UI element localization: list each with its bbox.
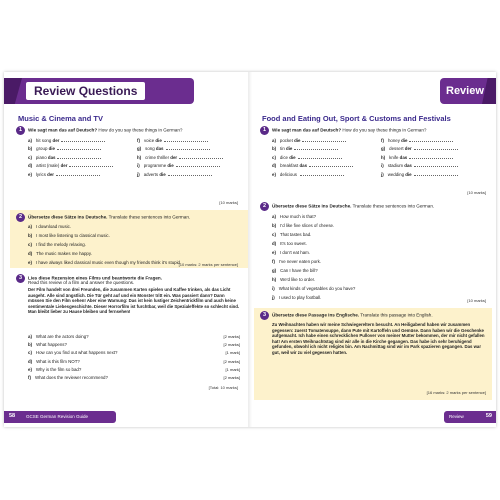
list-item bbox=[28, 342, 240, 350]
item-text: What is this film NOT? bbox=[36, 358, 80, 364]
vocab-item bbox=[381, 138, 484, 143]
header-wedge bbox=[4, 78, 22, 104]
item-text: lyrics bbox=[35, 171, 46, 177]
right-page bbox=[250, 72, 496, 427]
article: die bbox=[401, 138, 408, 143]
list-item bbox=[272, 241, 484, 250]
item-text: What does the reviewer recommend? bbox=[34, 374, 108, 380]
item-letter: i) bbox=[381, 163, 384, 169]
vocab-item bbox=[137, 146, 240, 151]
page-title: Review bbox=[446, 85, 484, 97]
item-text: I most like listening to classical music. bbox=[36, 233, 110, 238]
list-item bbox=[272, 223, 484, 232]
item-letter: a) bbox=[28, 224, 32, 229]
item-text: wedding bbox=[387, 171, 405, 177]
question-number: 1 bbox=[260, 126, 269, 135]
question-number: 2 bbox=[260, 202, 269, 211]
item-text: How can you find out what happens next? bbox=[35, 350, 118, 356]
vocab-item bbox=[137, 163, 240, 168]
item-text: stadium bbox=[387, 163, 404, 169]
review-passage: Der Film handelt von drei Freunden, die zusammen Karten spielen und Kaffee trinken, als das Licht ausgeht. Alle sind ängstlich. Die Tür geht auf und ein Monster tritt ein. Was passiert dann? Dann müssen Sie den Film sehen! Aber eine Warnung: Das ist kein lustiger Zeichentrickfilm und auch keine sentimentale Liebesgeschichte. Dieser Horrorfilm ist furchtbar, weil die Spezialeffekte so schlecht sind. Man bleibt lieber zu Hause bleiben und fernsehen! bbox=[28, 287, 240, 315]
item-letter: g) bbox=[137, 146, 142, 152]
item-letter: a) bbox=[272, 138, 276, 143]
header-wedge bbox=[482, 78, 496, 104]
list-item bbox=[272, 232, 484, 241]
article: die bbox=[159, 171, 166, 177]
answer-line[interactable] bbox=[414, 173, 458, 176]
item-letter: h) bbox=[137, 154, 142, 160]
answer-line[interactable] bbox=[179, 156, 223, 159]
item-letter: g) bbox=[381, 146, 386, 152]
item-letter: e) bbox=[272, 171, 276, 177]
question-3-prompt: 3 Übersetze diese Passage ins Englische. Translate this passage into English. bbox=[260, 311, 433, 320]
item-text: I have always liked classical music even though my friends think it's stupid. bbox=[35, 260, 182, 265]
item-letter: c) bbox=[28, 350, 32, 356]
left-header-bar bbox=[4, 78, 194, 104]
question-3-prompt: 3 Lies diese Rezension eines Films und beantworte die Fragen. bbox=[16, 274, 162, 283]
vocab-item bbox=[272, 138, 375, 143]
item-text: Can I have the bill? bbox=[280, 268, 318, 273]
item-text: That tastes bad. bbox=[279, 232, 312, 237]
left-page bbox=[4, 72, 250, 427]
question-number: 2 bbox=[16, 213, 25, 222]
vocab-item bbox=[28, 146, 131, 151]
answer-line[interactable] bbox=[294, 147, 338, 150]
item-text: programme bbox=[143, 163, 167, 169]
vocab-item bbox=[381, 172, 484, 177]
footer-text: Review bbox=[449, 414, 464, 419]
list-item bbox=[272, 286, 484, 295]
item-letter: b) bbox=[28, 146, 33, 152]
article: das bbox=[399, 154, 408, 160]
item-text: We'd like to order. bbox=[280, 277, 316, 282]
item-letter: d) bbox=[28, 163, 33, 169]
item-letter: h) bbox=[272, 277, 277, 282]
vocab-item bbox=[28, 172, 131, 177]
item-letter: h) bbox=[381, 154, 386, 160]
article: der bbox=[170, 154, 178, 160]
book-spread bbox=[4, 72, 496, 427]
list-item bbox=[28, 350, 240, 358]
answer-line[interactable] bbox=[69, 164, 113, 167]
item-text: I've never eaten pork. bbox=[278, 259, 322, 264]
list-item bbox=[272, 295, 484, 304]
item-text: artist (male) bbox=[36, 163, 60, 169]
right-footer bbox=[444, 411, 496, 423]
item-marks: [2 marks] bbox=[223, 374, 240, 380]
item-text: I download music. bbox=[35, 224, 72, 229]
vocab-item bbox=[28, 155, 131, 160]
marks: [Total: 10 marks] bbox=[208, 385, 238, 390]
translation-list bbox=[272, 214, 484, 304]
marks: [10 marks: 2 marks per sentence] bbox=[178, 262, 238, 267]
article: die bbox=[405, 171, 412, 177]
item-text: I used to play football. bbox=[278, 295, 322, 300]
answer-line[interactable] bbox=[414, 164, 458, 167]
page-number: 58 bbox=[9, 413, 16, 419]
answer-line[interactable] bbox=[166, 147, 210, 150]
item-letter: g) bbox=[272, 268, 277, 273]
vocab-item bbox=[272, 172, 375, 177]
translation-passage: Zu Weihnachten haben wir meine Schwiegereltern besucht. An Heiligabend haben wir zusammen gegessen: zuerst Tomatensuppe, dann Pute mit Kartoffeln und Gemüse. Dann haben wir die Geschenke aufgemacht. Ich habe einen schrecklichen Pullover von meiner Mutter bekommen, der mir nicht gefallen hat! Am ersten Weihnachtstag sind wir alle in die Kirche gegangen. Das habe ich sehr beruhigend gefunden, obwohl ich nicht religiös bin. Am Nachmittag sind wir im Park spazieren gegangen. Das war gut, weil wir zu viel gegessen hatten. bbox=[272, 322, 485, 355]
answer-line[interactable] bbox=[409, 156, 453, 159]
item-letter: e) bbox=[28, 366, 32, 372]
question-2-prompt: 2 Übersetze diese Sätze ins Deutsche. Translate these sentences into German. bbox=[260, 202, 434, 211]
item-letter: f) bbox=[137, 138, 140, 143]
item-text: crime thriller bbox=[145, 154, 170, 160]
item-text: hit song bbox=[35, 138, 52, 143]
marks: [10 marks] bbox=[219, 200, 238, 205]
book-gutter bbox=[248, 72, 252, 427]
vocab-item bbox=[272, 163, 375, 168]
list-item bbox=[272, 214, 484, 223]
item-text: dessert bbox=[389, 146, 404, 152]
item-text: dice bbox=[279, 154, 288, 160]
list-item bbox=[272, 250, 484, 259]
item-letter: e) bbox=[272, 250, 276, 255]
article: die bbox=[48, 146, 55, 152]
item-letter: j) bbox=[381, 171, 384, 177]
item-text: I'd like five slices of cheese. bbox=[280, 223, 335, 228]
item-letter: a) bbox=[272, 214, 276, 219]
answer-line[interactable] bbox=[164, 139, 208, 142]
section-title: Music & Cinema and TV bbox=[18, 114, 104, 123]
item-letter: d) bbox=[272, 241, 277, 246]
item-text: group bbox=[36, 146, 48, 152]
question-1-prompt: 1 Wie sagt man das auf Deutsch? How do you say these things in German? bbox=[16, 126, 182, 135]
item-text: The music makes me happy. bbox=[36, 251, 92, 256]
answer-line[interactable] bbox=[309, 164, 353, 167]
page-number: 59 bbox=[485, 413, 492, 419]
item-text: What are the actors doing? bbox=[35, 334, 89, 339]
item-text: pocket bbox=[279, 138, 293, 143]
vocab-item bbox=[381, 155, 484, 160]
item-letter: c) bbox=[272, 154, 276, 160]
item-marks: [2 marks] bbox=[223, 334, 240, 339]
item-letter: b) bbox=[28, 233, 33, 238]
answer-line[interactable] bbox=[300, 173, 344, 176]
item-letter: j) bbox=[272, 295, 275, 300]
item-text: It's too sweet. bbox=[280, 241, 307, 246]
item-letter: e) bbox=[28, 171, 32, 177]
answer-line[interactable] bbox=[57, 147, 101, 150]
vocab-item bbox=[137, 155, 240, 160]
vocab-item bbox=[137, 138, 240, 143]
item-letter: d) bbox=[272, 163, 277, 169]
answer-line[interactable] bbox=[298, 156, 342, 159]
list-item bbox=[28, 375, 240, 383]
answer-line[interactable] bbox=[57, 156, 101, 159]
item-letter: i) bbox=[137, 163, 140, 169]
item-letter: f) bbox=[272, 259, 275, 264]
vocab-item bbox=[28, 138, 131, 143]
list-item bbox=[272, 259, 484, 268]
item-text: How much is that? bbox=[279, 214, 317, 219]
vocab-grid bbox=[272, 138, 484, 177]
item-marks: [2 marks] bbox=[223, 358, 240, 364]
vocab-item bbox=[381, 163, 484, 168]
answer-line[interactable] bbox=[56, 173, 100, 176]
article: das bbox=[155, 146, 164, 152]
list-item bbox=[28, 367, 240, 375]
left-footer bbox=[4, 411, 116, 423]
item-text: adverts bbox=[143, 171, 159, 177]
answer-line[interactable] bbox=[61, 139, 105, 142]
item-letter: f) bbox=[28, 374, 31, 380]
answer-line[interactable] bbox=[168, 173, 212, 176]
article: das bbox=[47, 154, 56, 160]
item-letter: d) bbox=[28, 358, 33, 364]
item-text: piano bbox=[35, 154, 47, 160]
item-marks: [2 marks] bbox=[223, 342, 240, 348]
list-item bbox=[28, 334, 240, 342]
item-text: honey bbox=[387, 138, 400, 143]
item-text: song bbox=[145, 146, 155, 152]
vocab-item bbox=[272, 155, 375, 160]
answer-line[interactable] bbox=[302, 139, 346, 142]
comprehension-questions bbox=[28, 334, 240, 383]
item-text: What happens? bbox=[36, 342, 67, 348]
question-3-subprompt: Read this review of a film and answer the questions. bbox=[28, 280, 135, 285]
item-text: breakfast bbox=[280, 163, 299, 169]
item-marks: [1 mark] bbox=[225, 366, 240, 372]
list-item bbox=[28, 233, 240, 242]
item-text: voice bbox=[143, 138, 155, 143]
vocab-grid bbox=[28, 138, 240, 177]
section-title: Food and Eating Out, Sport & Customs and Festivals bbox=[262, 114, 451, 123]
article: der bbox=[47, 171, 54, 177]
list-item bbox=[272, 268, 484, 277]
question-1-prompt: 1 Wie sagt man das auf Deutsch? How do you say these things in German? bbox=[260, 126, 426, 135]
item-letter: a) bbox=[28, 334, 32, 339]
answer-line[interactable] bbox=[409, 139, 453, 142]
item-letter: c) bbox=[28, 154, 32, 160]
article: die bbox=[167, 163, 174, 169]
item-letter: j) bbox=[137, 171, 140, 177]
item-letter: f) bbox=[381, 138, 384, 143]
item-letter: b) bbox=[28, 342, 33, 348]
item-letter: e) bbox=[28, 260, 32, 265]
question-number: 1 bbox=[16, 126, 25, 135]
item-letter: b) bbox=[272, 146, 277, 152]
answer-line[interactable] bbox=[176, 164, 220, 167]
marks: [10 marks] bbox=[467, 298, 486, 303]
marks: [10 marks] bbox=[467, 190, 486, 195]
article: die bbox=[286, 146, 293, 152]
article: die bbox=[289, 154, 296, 160]
question-2-prompt: 2 Übersetze diese Sätze ins Deutsche. Translate these sentences into German. bbox=[16, 213, 190, 222]
vocab-item bbox=[272, 146, 375, 151]
vocab-item bbox=[137, 172, 240, 177]
item-marks: [1 mark] bbox=[225, 350, 240, 356]
list-item bbox=[28, 224, 240, 233]
article: die bbox=[294, 138, 301, 143]
list-item bbox=[28, 359, 240, 367]
article: der bbox=[404, 146, 412, 152]
vocab-item bbox=[28, 163, 131, 168]
item-letter: a) bbox=[28, 138, 32, 143]
article: der bbox=[52, 138, 60, 143]
item-text: What kinds of vegetables do you have? bbox=[278, 286, 356, 291]
marks: [16 marks: 2 marks per sentence] bbox=[426, 390, 486, 395]
article: das bbox=[404, 163, 412, 169]
item-letter: b) bbox=[272, 223, 277, 228]
answer-line[interactable] bbox=[414, 147, 458, 150]
question-number: 3 bbox=[16, 274, 25, 283]
vocab-item bbox=[381, 146, 484, 151]
item-letter: c) bbox=[28, 242, 32, 247]
item-text: knife bbox=[389, 154, 399, 160]
item-text: delicious bbox=[279, 171, 297, 177]
list-item bbox=[272, 277, 484, 286]
list-item bbox=[28, 251, 240, 260]
page-title: Review Questions bbox=[26, 82, 145, 100]
item-letter: i) bbox=[272, 286, 275, 291]
list-item bbox=[28, 242, 240, 251]
right-header-bar bbox=[440, 78, 496, 104]
item-letter: c) bbox=[272, 232, 276, 237]
item-text: I don't eat ham. bbox=[279, 250, 311, 255]
item-letter: d) bbox=[28, 251, 33, 256]
item-text: I find the melody relaxing. bbox=[35, 242, 86, 247]
article: das bbox=[299, 163, 308, 169]
item-text: tin bbox=[280, 146, 285, 152]
article: der bbox=[60, 163, 68, 169]
article: die bbox=[155, 138, 162, 143]
footer-text: GCSE German Revision Guide bbox=[26, 414, 89, 419]
item-text: Why is the film so bad? bbox=[35, 366, 82, 372]
question-number: 3 bbox=[260, 311, 269, 320]
